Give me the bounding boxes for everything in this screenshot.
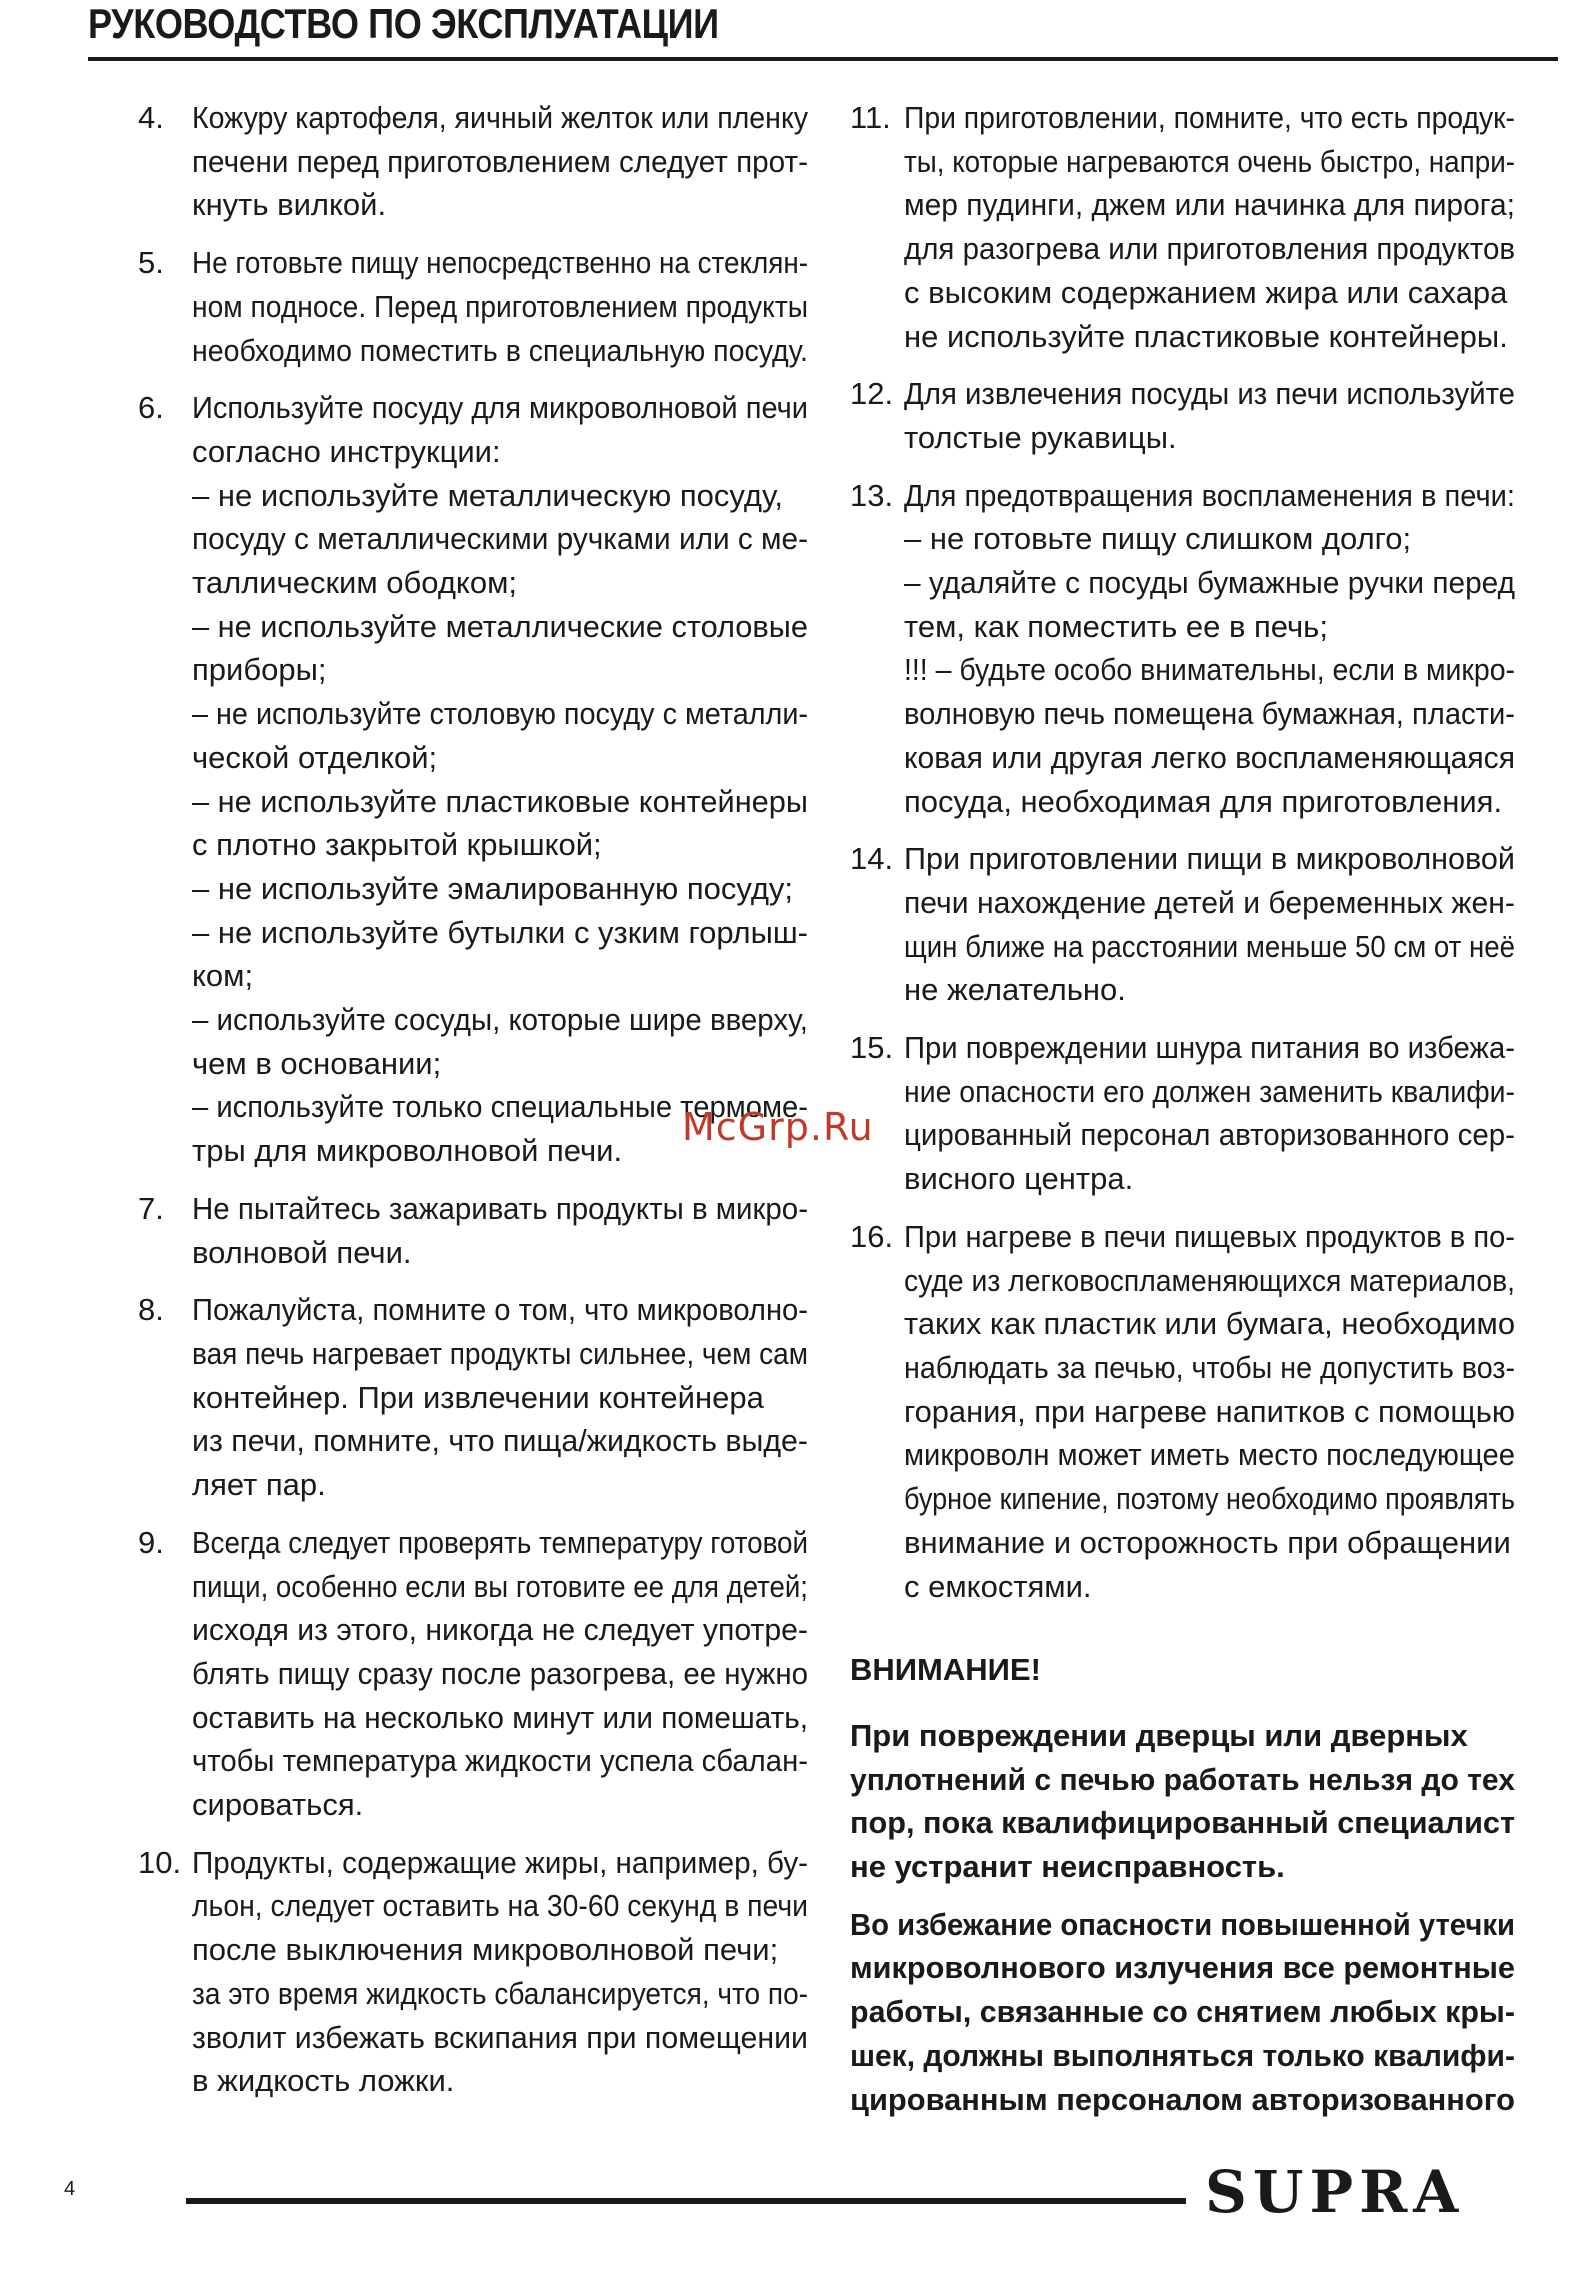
item-text — [192, 1288, 808, 1507]
text-line: печени перед приготовлением следует прот- — [192, 143, 808, 179]
brand-logo: SUPRA — [1205, 2158, 1465, 2226]
item-number: 4. — [138, 100, 164, 135]
list-item — [138, 1521, 808, 1827]
right-column — [850, 96, 1515, 2135]
item-text — [192, 1187, 808, 1274]
list-item — [850, 474, 1515, 824]
text-line: ты, которые нагреваются очень быстро, напри- — [904, 143, 1516, 179]
text-line: пищи, особенно если вы готовите ее для детей; — [192, 1568, 808, 1604]
text-line: внимание и осторожность при обращении — [904, 1524, 1511, 1560]
text-line: тры для микроволновой печи. — [192, 1133, 623, 1169]
list-item — [138, 1187, 808, 1274]
warning-body — [850, 1714, 1515, 2121]
text-line: льон, следует оставить на 30-60 секунд в печи — [192, 1888, 808, 1924]
item-text — [904, 1215, 1515, 1608]
text-line: Во избежание опасности повышенной утечки — [850, 1906, 1515, 1942]
page-title: РУКОВОДСТВО ПО ЭКСПЛУАТАЦИИ — [88, 0, 719, 47]
text-line: микроволнового излучения все ремонтные — [850, 1950, 1515, 1986]
text-line: – не используйте пластиковые контейнеры — [192, 783, 808, 819]
text-line: – используйте сосуды, которые шире вверху, — [192, 1002, 808, 1038]
warning-paragraph — [850, 1714, 1515, 1889]
list-item — [138, 1841, 808, 2103]
text-line: Всегда следует проверять температуру готовой — [192, 1524, 809, 1560]
list-item — [138, 1288, 808, 1507]
text-line: необходимо поместить в специальную посуду. — [192, 332, 808, 368]
list-item — [850, 372, 1515, 459]
text-line: – не используйте бутылки с узким горлыш- — [192, 914, 809, 950]
text-line: Используйте посуду для микроволновой печи — [192, 390, 809, 426]
list-item — [850, 837, 1515, 1012]
text-line: – удаляйте с посуды бумажные ручки перед — [904, 565, 1515, 601]
text-line: пор, пока квалифицированный специалист — [850, 1805, 1515, 1841]
item-number: 14. — [850, 841, 894, 877]
item-number: 13. — [850, 477, 894, 513]
watermark-text[interactable]: McGrp.Ru — [682, 1105, 874, 1149]
text-line: цированный персонал авторизованного сер- — [904, 1117, 1515, 1153]
warning-title: ВНИМАНИЕ! — [850, 1652, 1041, 1688]
text-line: блять пищу сразу после разогрева, ее нужно — [192, 1655, 808, 1691]
text-line: При приготовлении, помните, что есть продук- — [904, 100, 1516, 135]
footer-divider — [186, 2198, 1186, 2204]
text-line: таких как пластик или бумага, необходимо — [904, 1306, 1516, 1342]
text-line: Не готовьте пищу непосредственно на стеклян- — [192, 245, 809, 281]
text-line: висного центра. — [904, 1161, 1134, 1197]
text-line: в жидкость ложки. — [192, 2063, 455, 2099]
text-line: – используйте только специальные термоме- — [192, 1089, 809, 1125]
item-text — [192, 241, 808, 372]
text-line: толстые рукавицы. — [904, 419, 1177, 455]
text-line: не используйте пластиковые контейнеры. — [904, 318, 1508, 354]
text-line: тем, как поместить ее в печь; — [904, 608, 1328, 644]
text-line: При повреждении шнура питания во избежа- — [904, 1030, 1516, 1066]
text-line: ком; — [192, 958, 254, 994]
text-line: приборы; — [192, 652, 327, 688]
text-line: ляет пар. — [192, 1467, 326, 1503]
text-line: сироваться. — [192, 1787, 364, 1823]
text-line: При повреждении дверцы или дверных — [850, 1717, 1468, 1753]
text-line: ковая или другая легко воспламеняющаяся — [904, 739, 1516, 775]
item-number: 12. — [850, 376, 894, 412]
text-line: кнуть вилкой. — [192, 187, 387, 223]
text-line: шек, должны выполняться только квалифи- — [850, 2037, 1515, 2073]
item-text — [904, 96, 1515, 358]
item-number: 10. — [138, 1844, 182, 1880]
text-line: Пожалуйста, помните о том, что микроволно- — [192, 1292, 808, 1328]
text-line: бурное кипение, поэтому необходимо проявлять — [904, 1481, 1516, 1517]
text-line: для разогрева или приготовления продуктов — [904, 231, 1516, 267]
text-line: ческой отделкой; — [192, 739, 438, 775]
text-line: горания, при нагреве напитков с помощью — [904, 1393, 1515, 1429]
text-line: мер пудинги, джем или начинка для пирога; — [904, 187, 1516, 223]
text-line: контейнер. При извлечении контейнера — [192, 1379, 764, 1415]
item-number: 8. — [138, 1292, 164, 1328]
item-text — [904, 474, 1515, 824]
text-line: – не используйте металлическую посуду, — [192, 477, 783, 513]
text-line: оставить на несколько минут или помешать, — [192, 1699, 808, 1735]
text-line: печи нахождение детей и беременных жен- — [904, 884, 1515, 920]
text-line: с емкостями. — [904, 1568, 1092, 1604]
text-line: за это время жидкость сбалансируется, что по- — [192, 1975, 809, 2011]
item-number: 15. — [850, 1030, 894, 1066]
item-text — [904, 837, 1515, 1012]
text-line: после выключения микроволновой печи; — [192, 1932, 779, 1968]
text-line: – не используйте эмалированную посуду; — [192, 870, 794, 906]
text-line: волновую печь помещена бумажная, пласти- — [904, 696, 1515, 732]
text-line: исходя из этого, никогда не следует употре- — [192, 1612, 808, 1648]
text-line: чем в основании; — [192, 1045, 442, 1081]
item-number: 7. — [138, 1190, 164, 1226]
text-line: вая печь нагревает продукты сильнее, чем сам — [192, 1335, 808, 1371]
list-item — [850, 1215, 1515, 1608]
text-line: ние опасности его должен заменить квалифи- — [904, 1073, 1516, 1109]
text-line: При приготовлении пищи в микроволновой — [904, 841, 1516, 877]
text-line: суде из легковоспламеняющихся материалов, — [904, 1262, 1515, 1298]
item-text — [192, 1521, 808, 1827]
text-line: не устранит неисправность. — [850, 1849, 1285, 1885]
text-line: работы, связанные со снятием любых кры- — [850, 1994, 1516, 2030]
text-line: волновой печи. — [192, 1234, 412, 1270]
text-line: Продукты, содержащие жиры, например, бу- — [192, 1844, 808, 1880]
item-text — [192, 1841, 808, 2103]
item-text — [904, 1026, 1515, 1201]
list-item — [850, 96, 1515, 358]
text-line: согласно инструкции: — [192, 433, 501, 469]
right-items-list — [850, 96, 1515, 1608]
text-line: микроволн может иметь место последующее — [904, 1437, 1515, 1473]
text-line: наблюдать за печью, чтобы не допустить воз- — [904, 1349, 1516, 1385]
text-line: При нагреве в печи пищевых продуктов в по- — [904, 1218, 1515, 1254]
text-line: посуду с металлическими ручками или с ме- — [192, 521, 809, 557]
item-number: 11. — [850, 100, 891, 135]
item-text — [904, 372, 1515, 459]
list-item — [138, 386, 808, 1173]
item-number: 5. — [138, 245, 164, 281]
warning-paragraph — [850, 1903, 1515, 2122]
text-line: – не используйте столовую посуду с металли- — [192, 696, 809, 732]
page-number: 4 — [64, 2178, 76, 2200]
text-line: посуда, необходимая для приготовления. — [904, 783, 1503, 819]
item-text — [192, 386, 808, 1173]
text-line: с высоким содержанием жира или сахара — [904, 274, 1508, 310]
text-line: цированным персоналом авторизованного — [850, 2081, 1516, 2117]
text-line: зволит избежать вскипания при помещении — [192, 2019, 808, 2055]
text-line: – не используйте металлические столовые — [192, 608, 808, 644]
text-line: Кожуру картофеля, яичный желток или пленку — [192, 100, 809, 135]
text-line: таллическим ободком; — [192, 565, 518, 601]
list-item — [138, 241, 808, 372]
text-line: Не пытайтесь зажаривать продукты в микро- — [192, 1190, 809, 1226]
text-line: не желательно. — [904, 972, 1126, 1008]
text-line: ном подносе. Перед приготовлением продукты — [192, 288, 809, 324]
item-number: 6. — [138, 390, 164, 426]
text-line: уплотнений с печью работать нельзя до тех — [850, 1761, 1515, 1797]
list-item — [138, 96, 808, 227]
text-line: из печи, помните, что пища/жидкость выде- — [192, 1423, 808, 1459]
item-number: 16. — [850, 1218, 894, 1254]
text-line: Для извлечения посуды из печи используйте — [904, 376, 1515, 412]
text-line: с плотно закрытой крышкой; — [192, 827, 602, 863]
text-line: !!! – будьте особо внимательны, если в микро- — [904, 652, 1515, 688]
text-line: Для предотвращения воспламенения в печи: — [904, 477, 1516, 513]
text-line: чтобы температура жидкости успела сбалан- — [192, 1743, 808, 1779]
text-line: – не готовьте пищу слишком долго; — [904, 521, 1412, 557]
header-divider — [88, 57, 1558, 61]
list-item — [850, 1026, 1515, 1201]
text-line: щин ближе на расстоянии меньше 50 см от неё — [904, 928, 1515, 964]
item-text — [192, 96, 808, 227]
item-number: 9. — [138, 1524, 164, 1560]
